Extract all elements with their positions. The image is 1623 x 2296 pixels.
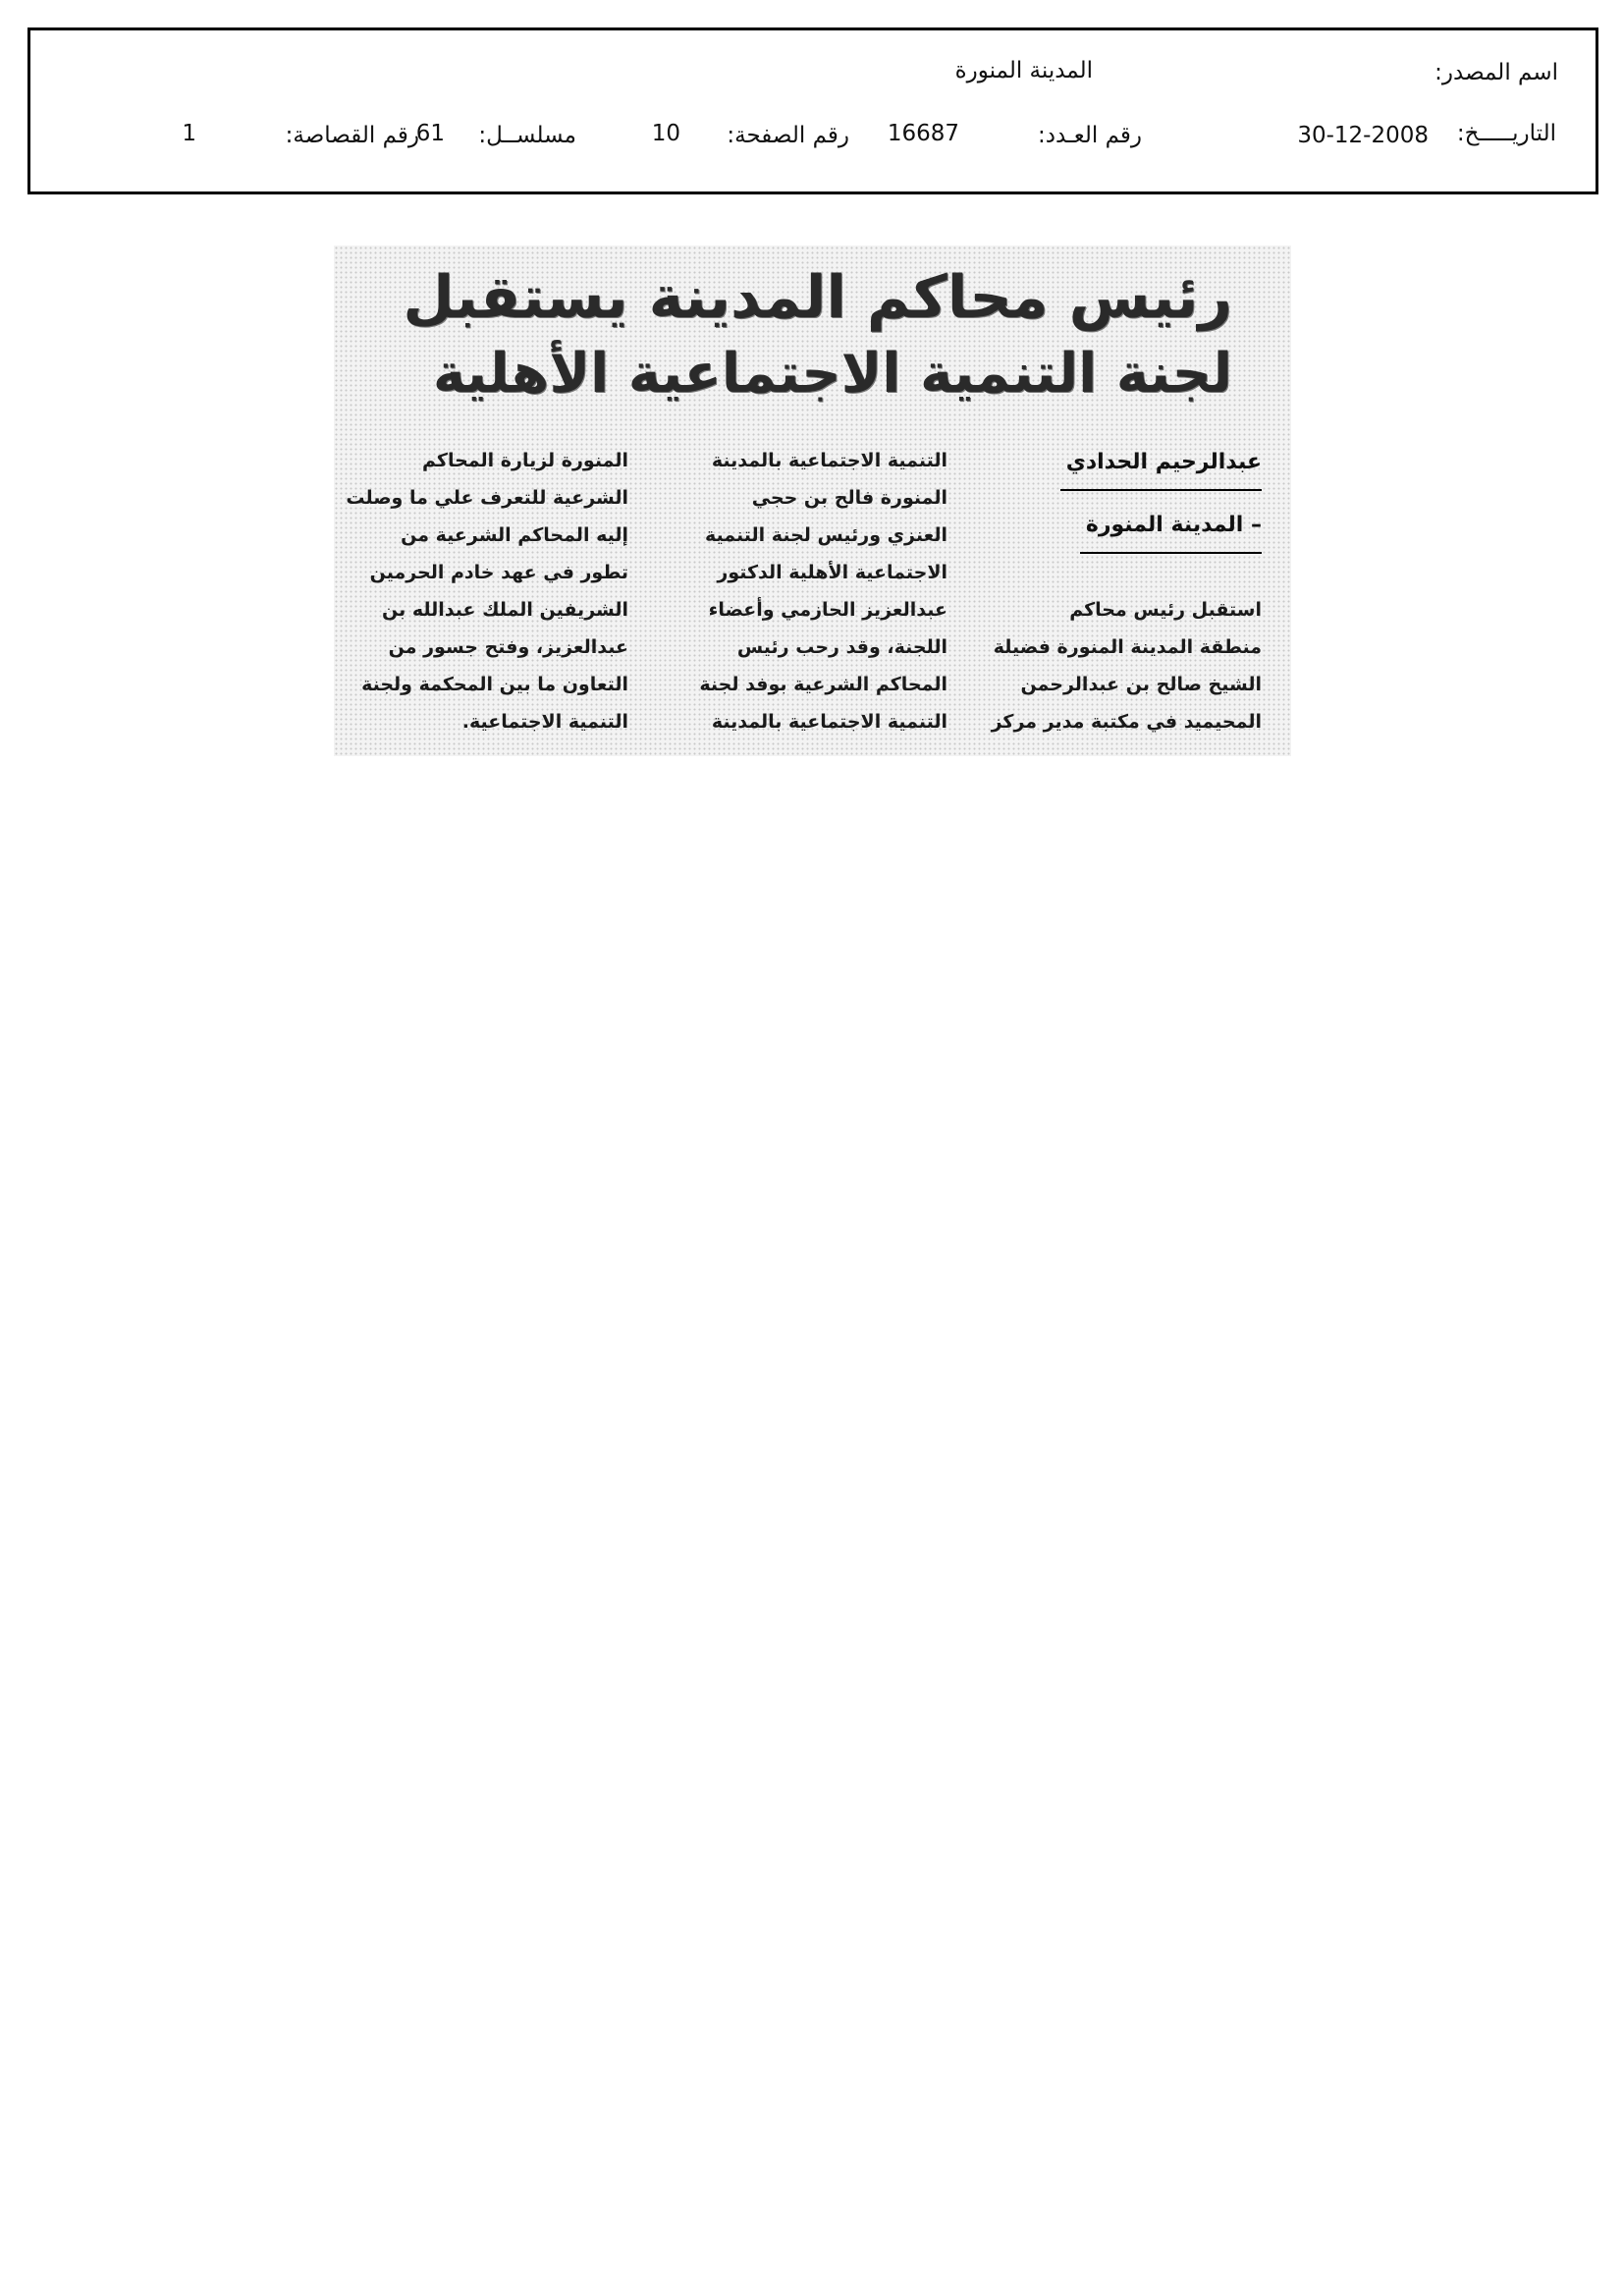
column-line: التنمية الاجتماعية. xyxy=(461,711,628,733)
column-line: الشريفين الملك عبدالله بن xyxy=(381,599,628,621)
headline-line-1: رئيس محاكم المدينة يستقبل xyxy=(403,263,1232,332)
clip-value: 1 xyxy=(182,121,196,146)
newspaper-clipping xyxy=(334,246,1291,756)
column-line: المنورة فالح بن حجي xyxy=(751,487,947,509)
author-rule xyxy=(1060,489,1262,491)
column-line: التعاون ما بين المحكمة ولجنة xyxy=(361,674,628,695)
source-value: المدينة المنورة xyxy=(954,58,1093,83)
source-label: اسم المصدر: xyxy=(1434,60,1558,85)
column-line: المحاكم الشرعية بوفد لجنة xyxy=(699,674,947,695)
column-line: اللجنة، وقد رحب رئيس xyxy=(736,636,947,658)
issue-label: رقم العـدد: xyxy=(1037,123,1142,148)
column-line: إليه المحاكم الشرعية من xyxy=(401,524,628,546)
column-line: عبدالعزيز الحازمي وأعضاء xyxy=(708,599,947,621)
column-line: التنمية الاجتماعية بالمدينة xyxy=(711,450,947,471)
column-line: منطقة المدينة المنورة فضيلة xyxy=(993,636,1262,658)
page-value: 10 xyxy=(651,121,680,146)
column-line: الاجتماعية الأهلية الدكتور xyxy=(717,562,947,583)
column-line: العنزي ورئيس لجنة التنمية xyxy=(705,524,947,546)
serial-label: مسلســل: xyxy=(478,123,576,148)
column-line: عبدالعزيز، وفتح جسور من xyxy=(388,636,628,658)
column-line: تطور في عهد خادم الحرمين xyxy=(369,562,628,583)
column-line: الشيخ صالح بن عبدالرحمن xyxy=(1020,674,1262,695)
column-line: المنورة لزيارة المحاكم xyxy=(422,450,628,471)
article-column-1 xyxy=(972,591,1262,740)
date-label: التاريـــــخ: xyxy=(1456,121,1556,146)
article-column-3 xyxy=(334,442,628,740)
column-line: التنمية الاجتماعية بالمدينة xyxy=(711,711,947,733)
metadata-header xyxy=(27,27,1598,194)
column-line: المحيميد في مكتبة مدير مركز xyxy=(991,711,1262,733)
article-column-2 xyxy=(653,442,947,740)
author-name: عبدالرحيم الحدادي xyxy=(1065,450,1262,474)
date-value: 30-12-2008 xyxy=(1297,123,1429,148)
headline-line-2: لجنة التنمية الاجتماعية الأهلية xyxy=(432,342,1232,406)
dateline: – المدينة المنورة xyxy=(1085,513,1262,537)
dateline-rule xyxy=(1080,552,1262,554)
serial-value: 61 xyxy=(415,121,445,146)
column-line: الشرعية للتعرف علي ما وصلت xyxy=(346,487,628,509)
clip-label: رقم القصاصة: xyxy=(285,123,419,148)
issue-value: 16687 xyxy=(887,121,959,146)
column-line: استقبل رئيس محاكم xyxy=(1069,599,1262,621)
page-label: رقم الصفحة: xyxy=(727,123,849,148)
